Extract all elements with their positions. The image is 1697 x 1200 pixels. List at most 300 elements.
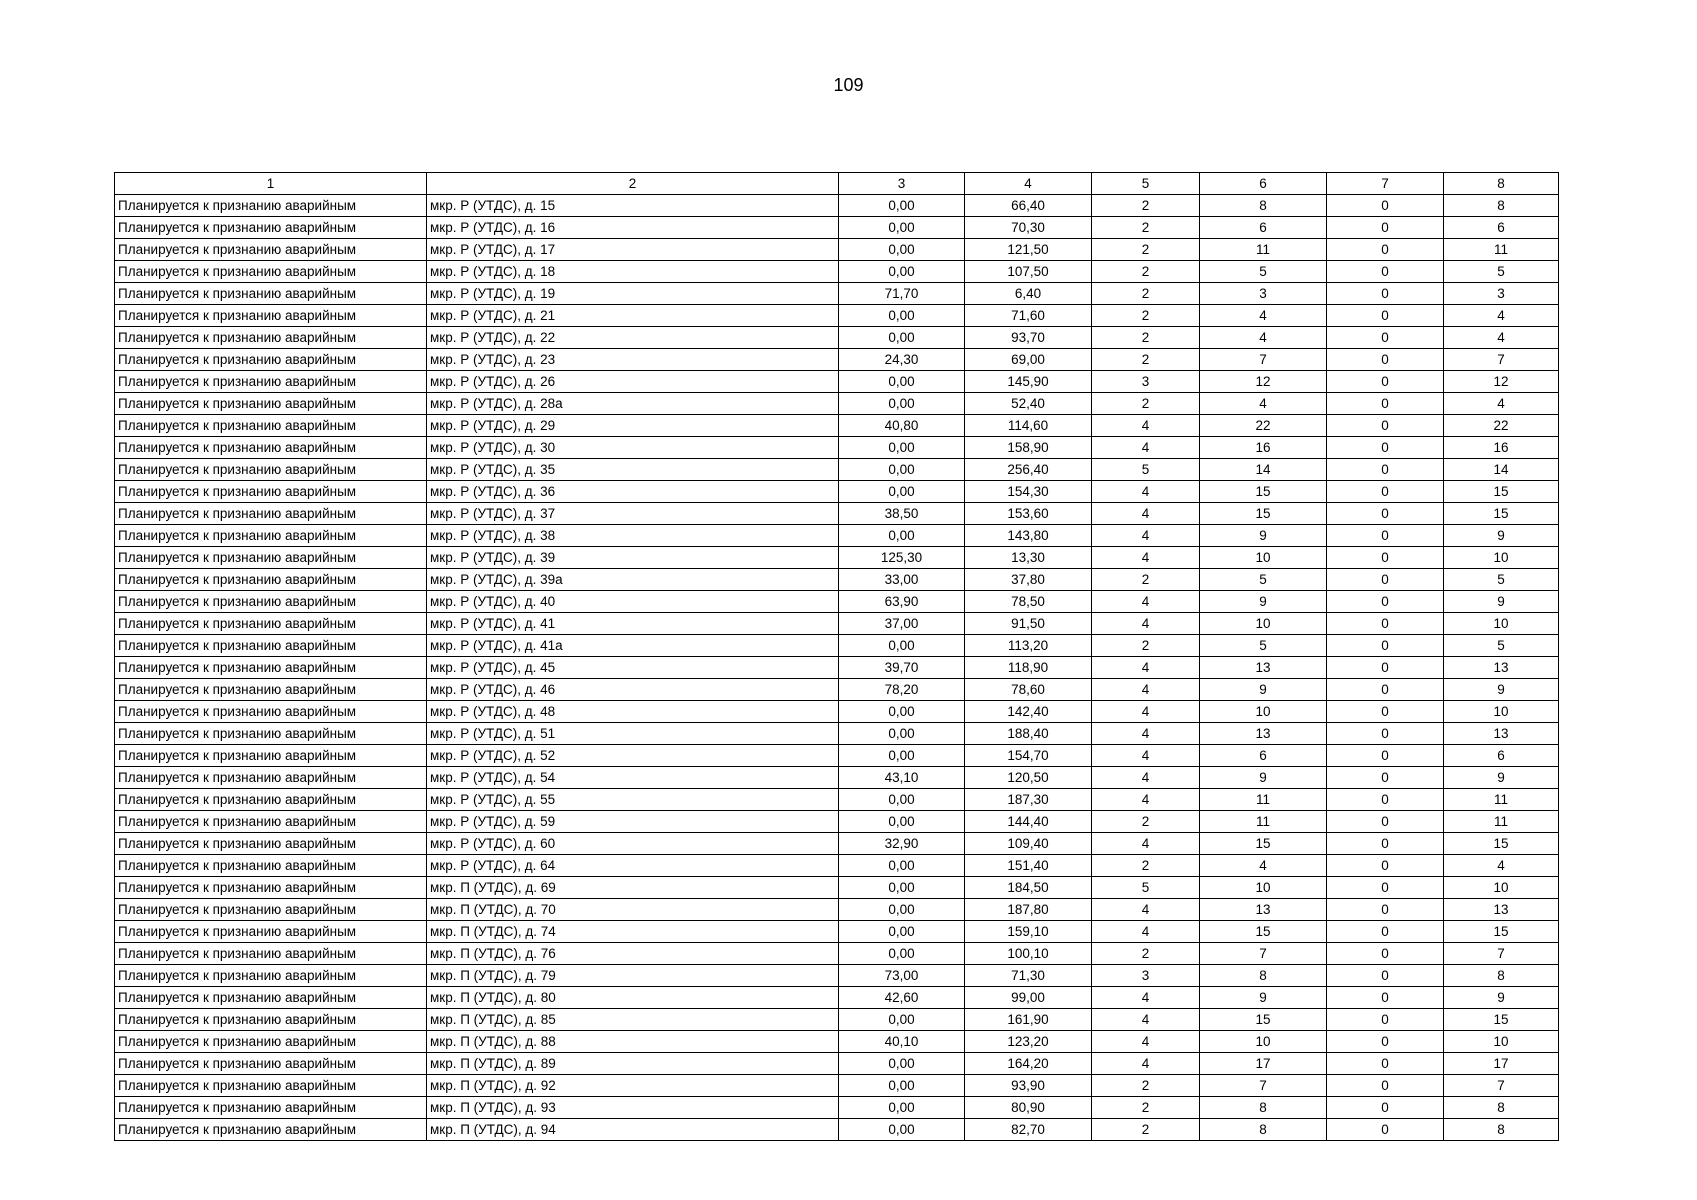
table-cell: 82,70 bbox=[965, 1119, 1092, 1141]
table-cell: 4 bbox=[1092, 1009, 1200, 1031]
table-row bbox=[115, 899, 1559, 921]
table-cell: 3 bbox=[1444, 283, 1559, 305]
table-cell: 184,50 bbox=[965, 877, 1092, 899]
table-cell: 17 bbox=[1200, 1053, 1327, 1075]
table-cell: 0,00 bbox=[839, 1097, 965, 1119]
table-cell: 3 bbox=[1092, 371, 1200, 393]
table-cell: 113,20 bbox=[965, 635, 1092, 657]
table-cell: 22 bbox=[1444, 415, 1559, 437]
table-cell: Планируется к признанию аварийным bbox=[115, 371, 427, 393]
table-cell: 4 bbox=[1092, 833, 1200, 855]
table-cell: 4 bbox=[1092, 525, 1200, 547]
table-cell: 0,00 bbox=[839, 1009, 965, 1031]
table-row bbox=[115, 789, 1559, 811]
table-cell: 5 bbox=[1444, 569, 1559, 591]
table-cell: 0 bbox=[1327, 239, 1444, 261]
table-row bbox=[115, 525, 1559, 547]
table-cell: Планируется к признанию аварийным bbox=[115, 965, 427, 987]
table-row bbox=[115, 767, 1559, 789]
table-cell: 7 bbox=[1200, 943, 1327, 965]
table-cell: 144,40 bbox=[965, 811, 1092, 833]
table-cell: мкр. П (УТДС), д. 93 bbox=[427, 1097, 839, 1119]
table-row bbox=[115, 811, 1559, 833]
table-cell: 2 bbox=[1092, 349, 1200, 371]
table-cell: 9 bbox=[1444, 679, 1559, 701]
table-cell: 39,70 bbox=[839, 657, 965, 679]
table-cell: Планируется к признанию аварийным bbox=[115, 525, 427, 547]
table-row bbox=[115, 943, 1559, 965]
table-cell: 0 bbox=[1327, 1075, 1444, 1097]
table-cell: 93,70 bbox=[965, 327, 1092, 349]
table-cell: мкр. Р (УТДС), д. 59 bbox=[427, 811, 839, 833]
table-cell: 10 bbox=[1444, 877, 1559, 899]
table-cell: 0,00 bbox=[839, 723, 965, 745]
table-row bbox=[115, 635, 1559, 657]
table-cell: 2 bbox=[1092, 305, 1200, 327]
table-cell: 5 bbox=[1200, 569, 1327, 591]
table-cell: 0 bbox=[1327, 503, 1444, 525]
table-cell: мкр. Р (УТДС), д. 46 bbox=[427, 679, 839, 701]
table-cell: 154,70 bbox=[965, 745, 1092, 767]
table-cell: Планируется к признанию аварийным bbox=[115, 591, 427, 613]
table-cell: Планируется к признанию аварийным bbox=[115, 855, 427, 877]
table-cell: мкр. Р (УТДС), д. 29 bbox=[427, 415, 839, 437]
table-cell: 4 bbox=[1092, 547, 1200, 569]
table-cell: 0 bbox=[1327, 217, 1444, 239]
table-cell: 0 bbox=[1327, 679, 1444, 701]
table-cell: 0,00 bbox=[839, 921, 965, 943]
table-cell: 0 bbox=[1327, 349, 1444, 371]
column-header: 4 bbox=[965, 173, 1092, 195]
table-cell: 0 bbox=[1327, 811, 1444, 833]
table-cell: Планируется к признанию аварийным bbox=[115, 679, 427, 701]
table-cell: 0 bbox=[1327, 789, 1444, 811]
table-cell: 38,50 bbox=[839, 503, 965, 525]
table-cell: 10 bbox=[1444, 613, 1559, 635]
table-cell: 40,80 bbox=[839, 415, 965, 437]
table-cell: 0 bbox=[1327, 591, 1444, 613]
table-cell: 37,80 bbox=[965, 569, 1092, 591]
table-cell: мкр. Р (УТДС), д. 16 bbox=[427, 217, 839, 239]
table-cell: 9 bbox=[1444, 591, 1559, 613]
table-cell: 0,00 bbox=[839, 899, 965, 921]
table-cell: 3 bbox=[1092, 965, 1200, 987]
table-cell: мкр. П (УТДС), д. 89 bbox=[427, 1053, 839, 1075]
table-row bbox=[115, 547, 1559, 569]
table-cell: мкр. Р (УТДС), д. 19 bbox=[427, 283, 839, 305]
table-cell: 6 bbox=[1200, 745, 1327, 767]
table-cell: 0,00 bbox=[839, 943, 965, 965]
table-cell: Планируется к признанию аварийным bbox=[115, 481, 427, 503]
table-cell: Планируется к признанию аварийным bbox=[115, 327, 427, 349]
table-cell: 125,30 bbox=[839, 547, 965, 569]
table-cell: 4 bbox=[1200, 305, 1327, 327]
table-cell: 121,50 bbox=[965, 239, 1092, 261]
table-cell: 9 bbox=[1200, 767, 1327, 789]
table-cell: 187,30 bbox=[965, 789, 1092, 811]
column-header: 7 bbox=[1327, 173, 1444, 195]
table-cell: 13,30 bbox=[965, 547, 1092, 569]
table-cell: 187,80 bbox=[965, 899, 1092, 921]
table-row bbox=[115, 657, 1559, 679]
table-cell: мкр. П (УТДС), д. 88 bbox=[427, 1031, 839, 1053]
table-cell: 0,00 bbox=[839, 437, 965, 459]
table-cell: 2 bbox=[1092, 1075, 1200, 1097]
table-cell: 33,00 bbox=[839, 569, 965, 591]
table-cell: 0 bbox=[1327, 723, 1444, 745]
table-cell: мкр. Р (УТДС), д. 21 bbox=[427, 305, 839, 327]
table-cell: 15 bbox=[1200, 1009, 1327, 1031]
table-cell: Планируется к признанию аварийным bbox=[115, 833, 427, 855]
table-row bbox=[115, 261, 1559, 283]
table-cell: Планируется к признанию аварийным bbox=[115, 921, 427, 943]
table-cell: 7 bbox=[1444, 1075, 1559, 1097]
table-cell: Планируется к признанию аварийным bbox=[115, 877, 427, 899]
table-cell: 10 bbox=[1444, 547, 1559, 569]
table-cell: 123,20 bbox=[965, 1031, 1092, 1053]
table-cell: Планируется к признанию аварийным bbox=[115, 899, 427, 921]
table-cell: 100,10 bbox=[965, 943, 1092, 965]
table-cell: 15 bbox=[1444, 833, 1559, 855]
table-cell: 4 bbox=[1092, 591, 1200, 613]
table-cell: 158,90 bbox=[965, 437, 1092, 459]
table-cell: 0 bbox=[1327, 943, 1444, 965]
table-cell: 22 bbox=[1200, 415, 1327, 437]
table-cell: 5 bbox=[1092, 459, 1200, 481]
table-cell: мкр. Р (УТДС), д. 37 bbox=[427, 503, 839, 525]
table-cell: 2 bbox=[1092, 283, 1200, 305]
table-cell: 9 bbox=[1200, 987, 1327, 1009]
table-cell: 0,00 bbox=[839, 701, 965, 723]
table-cell: 4 bbox=[1200, 327, 1327, 349]
table-cell: мкр. П (УТДС), д. 80 bbox=[427, 987, 839, 1009]
table-cell: 73,00 bbox=[839, 965, 965, 987]
table-cell: 10 bbox=[1200, 701, 1327, 723]
table-cell: 13 bbox=[1444, 657, 1559, 679]
table-cell: 4 bbox=[1092, 789, 1200, 811]
table-cell: 2 bbox=[1092, 855, 1200, 877]
table-row bbox=[115, 1075, 1559, 1097]
table-cell: мкр. Р (УТДС), д. 41 bbox=[427, 613, 839, 635]
table-cell: Планируется к признанию аварийным bbox=[115, 635, 427, 657]
table-cell: мкр. Р (УТДС), д. 15 bbox=[427, 195, 839, 217]
table-cell: 4 bbox=[1092, 1031, 1200, 1053]
table-cell: 0 bbox=[1327, 459, 1444, 481]
table-body bbox=[115, 195, 1559, 1141]
table-cell: мкр. Р (УТДС), д. 60 bbox=[427, 833, 839, 855]
table-cell: 11 bbox=[1444, 811, 1559, 833]
table-cell: 0 bbox=[1327, 855, 1444, 877]
table-cell: Планируется к признанию аварийным bbox=[115, 811, 427, 833]
table-cell: 2 bbox=[1092, 239, 1200, 261]
table-cell: 0,00 bbox=[839, 327, 965, 349]
table-cell: 0 bbox=[1327, 613, 1444, 635]
table-cell: 16 bbox=[1444, 437, 1559, 459]
table-cell: 4 bbox=[1092, 613, 1200, 635]
table-cell: Планируется к признанию аварийным bbox=[115, 217, 427, 239]
table-row bbox=[115, 701, 1559, 723]
table-cell: мкр. Р (УТДС), д. 22 bbox=[427, 327, 839, 349]
column-header: 3 bbox=[839, 173, 965, 195]
table-cell: 14 bbox=[1200, 459, 1327, 481]
table-cell: 0,00 bbox=[839, 789, 965, 811]
table-cell: Планируется к признанию аварийным bbox=[115, 767, 427, 789]
table-cell: 11 bbox=[1200, 811, 1327, 833]
table-cell: 0 bbox=[1327, 657, 1444, 679]
table-cell: 63,90 bbox=[839, 591, 965, 613]
table-cell: мкр. Р (УТДС), д. 17 bbox=[427, 239, 839, 261]
table-cell: 5 bbox=[1200, 635, 1327, 657]
table-cell: 15 bbox=[1200, 503, 1327, 525]
table-cell: Планируется к признанию аварийным bbox=[115, 701, 427, 723]
table-cell: мкр. П (УТДС), д. 69 bbox=[427, 877, 839, 899]
table-cell: 12 bbox=[1200, 371, 1327, 393]
column-header: 2 bbox=[427, 173, 839, 195]
table-cell: 0,00 bbox=[839, 239, 965, 261]
table-cell: 6 bbox=[1200, 217, 1327, 239]
table-cell: 0,00 bbox=[839, 217, 965, 239]
table-cell: 5 bbox=[1444, 635, 1559, 657]
table-cell: мкр. Р (УТДС), д. 26 bbox=[427, 371, 839, 393]
table-cell: 114,60 bbox=[965, 415, 1092, 437]
table-cell: 0 bbox=[1327, 767, 1444, 789]
table-cell: 78,50 bbox=[965, 591, 1092, 613]
table-cell: 8 bbox=[1200, 195, 1327, 217]
table-cell: 2 bbox=[1092, 943, 1200, 965]
table-cell: 11 bbox=[1200, 239, 1327, 261]
table-cell: 12 bbox=[1444, 371, 1559, 393]
table-row bbox=[115, 987, 1559, 1009]
table-cell: мкр. Р (УТДС), д. 64 bbox=[427, 855, 839, 877]
table-cell: 0,00 bbox=[839, 1053, 965, 1075]
table-cell: 161,90 bbox=[965, 1009, 1092, 1031]
table-cell: Планируется к признанию аварийным bbox=[115, 1009, 427, 1031]
table-cell: 91,50 bbox=[965, 613, 1092, 635]
table-cell: 13 bbox=[1200, 899, 1327, 921]
page-number: 109 bbox=[833, 75, 864, 95]
table-row bbox=[115, 921, 1559, 943]
table-cell: 9 bbox=[1444, 767, 1559, 789]
table-cell: 99,00 bbox=[965, 987, 1092, 1009]
table-cell: 15 bbox=[1200, 921, 1327, 943]
table-cell: 142,40 bbox=[965, 701, 1092, 723]
table-cell: 0 bbox=[1327, 283, 1444, 305]
table-cell: 43,10 bbox=[839, 767, 965, 789]
column-header: 5 bbox=[1092, 173, 1200, 195]
table-cell: 153,60 bbox=[965, 503, 1092, 525]
table-cell: 2 bbox=[1092, 1097, 1200, 1119]
table-cell: 0 bbox=[1327, 327, 1444, 349]
table-cell: 0,00 bbox=[839, 305, 965, 327]
table-cell: 7 bbox=[1444, 943, 1559, 965]
table-cell: 0 bbox=[1327, 899, 1444, 921]
table-cell: 6,40 bbox=[965, 283, 1092, 305]
table-cell: 164,20 bbox=[965, 1053, 1092, 1075]
table-cell: 0 bbox=[1327, 1009, 1444, 1031]
table-cell: 0 bbox=[1327, 481, 1444, 503]
table-cell: Планируется к признанию аварийным bbox=[115, 723, 427, 745]
table-cell: 118,90 bbox=[965, 657, 1092, 679]
table-cell: 2 bbox=[1092, 261, 1200, 283]
table-cell: 0 bbox=[1327, 965, 1444, 987]
table-cell: Планируется к признанию аварийным bbox=[115, 503, 427, 525]
table-cell: 5 bbox=[1200, 261, 1327, 283]
table-cell: 15 bbox=[1444, 481, 1559, 503]
table-cell: Планируется к признанию аварийным bbox=[115, 789, 427, 811]
table-cell: 0,00 bbox=[839, 635, 965, 657]
table-cell: 15 bbox=[1444, 1009, 1559, 1031]
table-cell: 3 bbox=[1200, 283, 1327, 305]
table-cell: 2 bbox=[1092, 195, 1200, 217]
table-cell: 0 bbox=[1327, 833, 1444, 855]
table-row bbox=[115, 569, 1559, 591]
table-cell: 4 bbox=[1200, 393, 1327, 415]
table-cell: 0 bbox=[1327, 921, 1444, 943]
table-cell: 0 bbox=[1327, 195, 1444, 217]
table-cell: Планируется к признанию аварийным bbox=[115, 657, 427, 679]
table-row bbox=[115, 503, 1559, 525]
table-cell: 4 bbox=[1092, 657, 1200, 679]
table-cell: 4 bbox=[1092, 415, 1200, 437]
table-cell: мкр. Р (УТДС), д. 36 bbox=[427, 481, 839, 503]
table-cell: 10 bbox=[1200, 547, 1327, 569]
table-cell: мкр. Р (УТДС), д. 38 bbox=[427, 525, 839, 547]
table-row bbox=[115, 1009, 1559, 1031]
table-row bbox=[115, 239, 1559, 261]
table-cell: 0,00 bbox=[839, 811, 965, 833]
table-cell: мкр. Р (УТДС), д. 23 bbox=[427, 349, 839, 371]
table-cell: 10 bbox=[1200, 877, 1327, 899]
table-cell: 2 bbox=[1092, 811, 1200, 833]
table-cell: мкр. П (УТДС), д. 79 bbox=[427, 965, 839, 987]
table-cell: 0 bbox=[1327, 415, 1444, 437]
table-cell: 15 bbox=[1200, 833, 1327, 855]
table-cell: 15 bbox=[1200, 481, 1327, 503]
table-cell: 13 bbox=[1444, 899, 1559, 921]
table-cell: 40,10 bbox=[839, 1031, 965, 1053]
table-cell: мкр. П (УТДС), д. 85 bbox=[427, 1009, 839, 1031]
table-cell: 16 bbox=[1200, 437, 1327, 459]
table-row bbox=[115, 723, 1559, 745]
table-cell: 8 bbox=[1200, 1119, 1327, 1141]
table-cell: 0,00 bbox=[839, 1119, 965, 1141]
table-cell: 0 bbox=[1327, 547, 1444, 569]
table-cell: 4 bbox=[1092, 745, 1200, 767]
table-cell: 15 bbox=[1444, 921, 1559, 943]
table-cell: 4 bbox=[1092, 723, 1200, 745]
table-cell: 6 bbox=[1444, 745, 1559, 767]
table-cell: 4 bbox=[1092, 679, 1200, 701]
table-row bbox=[115, 349, 1559, 371]
table-cell: 70,30 bbox=[965, 217, 1092, 239]
table-cell: мкр. Р (УТДС), д. 45 bbox=[427, 657, 839, 679]
table-cell: 151,40 bbox=[965, 855, 1092, 877]
table-cell: Планируется к признанию аварийным bbox=[115, 261, 427, 283]
table-row bbox=[115, 371, 1559, 393]
table-cell: 10 bbox=[1444, 1031, 1559, 1053]
table-cell: 71,60 bbox=[965, 305, 1092, 327]
table-cell: 188,40 bbox=[965, 723, 1092, 745]
table-cell: 52,40 bbox=[965, 393, 1092, 415]
table-cell: 2 bbox=[1092, 217, 1200, 239]
column-header: 8 bbox=[1444, 173, 1559, 195]
table-cell: Планируется к признанию аварийным bbox=[115, 745, 427, 767]
table-row bbox=[115, 965, 1559, 987]
table-cell: мкр. Р (УТДС), д. 41а bbox=[427, 635, 839, 657]
table-cell: 2 bbox=[1092, 635, 1200, 657]
table-header-row bbox=[115, 173, 1559, 195]
table-cell: Планируется к признанию аварийным bbox=[115, 195, 427, 217]
table-row bbox=[115, 745, 1559, 767]
table-cell: 0,00 bbox=[839, 195, 965, 217]
table-cell: 8 bbox=[1444, 1097, 1559, 1119]
table-cell: мкр. Р (УТДС), д. 40 bbox=[427, 591, 839, 613]
table-cell: 11 bbox=[1444, 239, 1559, 261]
table-cell: 0 bbox=[1327, 525, 1444, 547]
table-cell: 143,80 bbox=[965, 525, 1092, 547]
table-cell: Планируется к признанию аварийным bbox=[115, 943, 427, 965]
table-cell: 0,00 bbox=[839, 1075, 965, 1097]
table-cell: мкр. Р (УТДС), д. 51 bbox=[427, 723, 839, 745]
table-cell: 0 bbox=[1327, 987, 1444, 1009]
table-cell: 8 bbox=[1200, 965, 1327, 987]
table-row bbox=[115, 415, 1559, 437]
table-cell: 0 bbox=[1327, 1119, 1444, 1141]
table-cell: 15 bbox=[1444, 503, 1559, 525]
table-cell: 17 bbox=[1444, 1053, 1559, 1075]
table-cell: Планируется к признанию аварийным bbox=[115, 305, 427, 327]
table-cell: 4 bbox=[1444, 305, 1559, 327]
table-cell: 0,00 bbox=[839, 525, 965, 547]
table-cell: 0 bbox=[1327, 745, 1444, 767]
table-cell: 145,90 bbox=[965, 371, 1092, 393]
table-cell: 2 bbox=[1092, 327, 1200, 349]
table-row bbox=[115, 305, 1559, 327]
table-cell: 69,00 bbox=[965, 349, 1092, 371]
table-cell: 4 bbox=[1092, 767, 1200, 789]
table-cell: 0,00 bbox=[839, 877, 965, 899]
table-cell: 154,30 bbox=[965, 481, 1092, 503]
table-cell: 4 bbox=[1444, 393, 1559, 415]
table-cell: мкр. Р (УТДС), д. 48 bbox=[427, 701, 839, 723]
table-cell: 78,20 bbox=[839, 679, 965, 701]
table-cell: 13 bbox=[1200, 657, 1327, 679]
table-cell: 0,00 bbox=[839, 393, 965, 415]
table-cell: 159,10 bbox=[965, 921, 1092, 943]
table-cell: Планируется к признанию аварийным bbox=[115, 547, 427, 569]
table-cell: 107,50 bbox=[965, 261, 1092, 283]
table-cell: мкр. Р (УТДС), д. 28а bbox=[427, 393, 839, 415]
table-cell: 4 bbox=[1092, 1053, 1200, 1075]
table-cell: 0 bbox=[1327, 701, 1444, 723]
table-cell: 0 bbox=[1327, 371, 1444, 393]
table-cell: Планируется к признанию аварийным bbox=[115, 239, 427, 261]
table-cell: 4 bbox=[1200, 855, 1327, 877]
table-row bbox=[115, 481, 1559, 503]
table-row bbox=[115, 195, 1559, 217]
table-cell: 37,00 bbox=[839, 613, 965, 635]
table-cell: 11 bbox=[1200, 789, 1327, 811]
table-row bbox=[115, 327, 1559, 349]
table-cell: Планируется к признанию аварийным bbox=[115, 349, 427, 371]
table-cell: 9 bbox=[1444, 987, 1559, 1009]
table-cell: Планируется к признанию аварийным bbox=[115, 613, 427, 635]
table-cell: 0 bbox=[1327, 261, 1444, 283]
table-cell: 71,30 bbox=[965, 965, 1092, 987]
table-cell: Планируется к признанию аварийным bbox=[115, 415, 427, 437]
table-cell: Планируется к признанию аварийным bbox=[115, 1053, 427, 1075]
table-row bbox=[115, 613, 1559, 635]
